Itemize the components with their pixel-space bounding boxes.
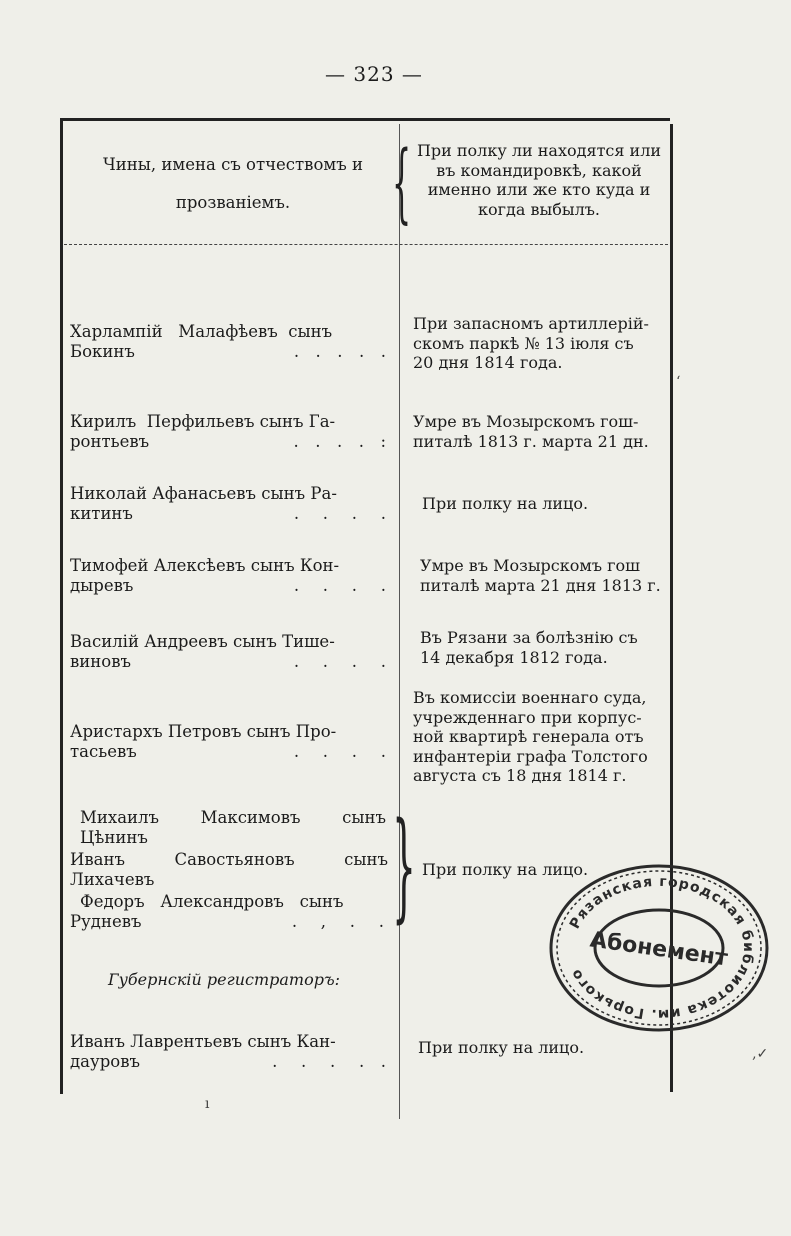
table-row-status: [420, 556, 682, 595]
leader-dots: . , . .: [291, 912, 386, 931]
status-line: ной квартирѣ генерала отъ: [413, 727, 644, 746]
status-line: августа съ 18 дня 1814 г.: [413, 766, 627, 785]
table-row-status: [413, 314, 675, 373]
margin-mark: ‘: [676, 374, 681, 390]
table-row-name: [70, 412, 388, 452]
name-line: китинъ: [70, 504, 133, 523]
status-line: скомъ паркѣ № 13 іюля съ: [413, 333, 634, 353]
status-line: питалѣ марта 21 дня 1813 г.: [420, 575, 661, 595]
leader-dots: . . . . :: [293, 432, 388, 451]
group-name: [70, 892, 386, 932]
leader-dots: . . . .: [293, 576, 388, 595]
library-stamp: [546, 862, 772, 1034]
name-line: Аристархъ Петровъ сынъ Про-: [70, 722, 337, 741]
leader-dots: . . . .: [293, 504, 388, 523]
leader-dots: . . . . .: [272, 1052, 388, 1071]
name-line: Иванъ Савостьяновъ сынъ Лихачевъ: [70, 850, 388, 889]
leader-dots: . . . .: [293, 652, 388, 671]
name-line: виновъ: [70, 652, 132, 671]
name-line: ронтьевъ: [70, 432, 150, 451]
stamp-ring-path: Рязанская городская библиотека им. Горького: [566, 873, 757, 1023]
table-row-status: [418, 1038, 680, 1058]
table-row-name: [70, 556, 388, 596]
table-row-name: [70, 322, 388, 362]
table-row-status: [422, 494, 684, 514]
table-row-status: [413, 688, 675, 786]
stamp-graphic: [546, 862, 772, 1034]
table-row-name: [70, 632, 388, 672]
top-rule: [60, 118, 670, 121]
name-line: Рудневъ: [70, 912, 142, 931]
header-left: [78, 146, 388, 222]
column-divider: [399, 124, 400, 1119]
status-line: инфантеріи графа Толстого: [413, 746, 648, 766]
margin-mark: ı: [205, 1096, 210, 1112]
section-heading: Губернскій регистраторъ:: [108, 970, 341, 989]
group-name: [70, 850, 388, 890]
status-line: Умре въ Мозырскомъ гош-: [413, 412, 639, 431]
left-border: [60, 118, 63, 1094]
leader-dots: . . . .: [293, 742, 388, 761]
table-row-status: [413, 412, 675, 451]
name-line: тасьевъ: [70, 742, 137, 761]
leader-dots: . . . . .: [293, 342, 388, 361]
group-brace: }: [392, 796, 417, 934]
header-left-line1: Чины, имена съ отчествомъ и: [103, 155, 363, 174]
header-right-line: именно или же кто куда и: [427, 180, 651, 199]
header-separator: [64, 244, 668, 245]
name-line: Кирилъ Перфильевъ сынъ Га-: [70, 412, 336, 431]
status-line: Въ Рязани за болѣзнію съ: [420, 628, 638, 647]
header-right-line: въ командировкѣ, какой: [436, 160, 642, 180]
status-line: При запасномъ артиллерій-: [413, 314, 649, 333]
margin-mark: ‚✓: [752, 1046, 769, 1062]
status-line: При полку на лицо.: [422, 494, 589, 513]
status-line: При полку на лицо.: [418, 1038, 585, 1057]
status-line: учрежденнаго при корпус-: [413, 707, 642, 727]
name-line: Иванъ Лаврентьевъ сынъ Кан-: [70, 1032, 336, 1051]
page-number: — 323 —: [325, 62, 423, 86]
status-line: Въ комиссіи военнаго суда,: [413, 688, 647, 707]
table-row-name: [70, 722, 388, 762]
table-row-status: [420, 628, 682, 667]
name-line: дауровъ: [70, 1052, 140, 1071]
name-line: Федоръ Александровъ сынъ: [80, 892, 344, 911]
name-line: дыревъ: [70, 576, 134, 595]
name-line: Харлампій Малафѣевъ сынъ: [70, 322, 333, 341]
status-line: При полку на лицо.: [422, 860, 589, 879]
header-left-line2: прозваніемъ.: [175, 193, 291, 212]
header-right-line: При полку ли находятся или: [416, 141, 662, 160]
table-row-name: [70, 484, 388, 524]
name-line: Николай Афанасьевъ сынъ Ра-: [70, 484, 337, 503]
header-right: [404, 141, 674, 219]
status-line: 20 дня 1814 года.: [413, 353, 563, 372]
header-brace: {: [392, 133, 412, 233]
name-line: Тимофей Алексѣевъ сынъ Кон-: [70, 556, 340, 575]
status-line: 14 декабря 1812 года.: [420, 647, 608, 667]
status-line: Умре въ Мозырскомъ гош: [420, 556, 640, 575]
table-row-name: [70, 1032, 388, 1072]
name-line: Василій Андреевъ сынъ Тише-: [70, 632, 335, 651]
group-name: [80, 808, 386, 848]
name-line: Михаилъ Максимовъ сынъ Цѣнинъ: [80, 808, 386, 847]
name-line: Бокинъ: [70, 342, 135, 361]
status-line: питалѣ 1813 г. марта 21 дн.: [413, 431, 649, 451]
stamp-center-text: Абонемент: [588, 927, 730, 972]
header-right-line: когда выбылъ.: [477, 199, 601, 219]
